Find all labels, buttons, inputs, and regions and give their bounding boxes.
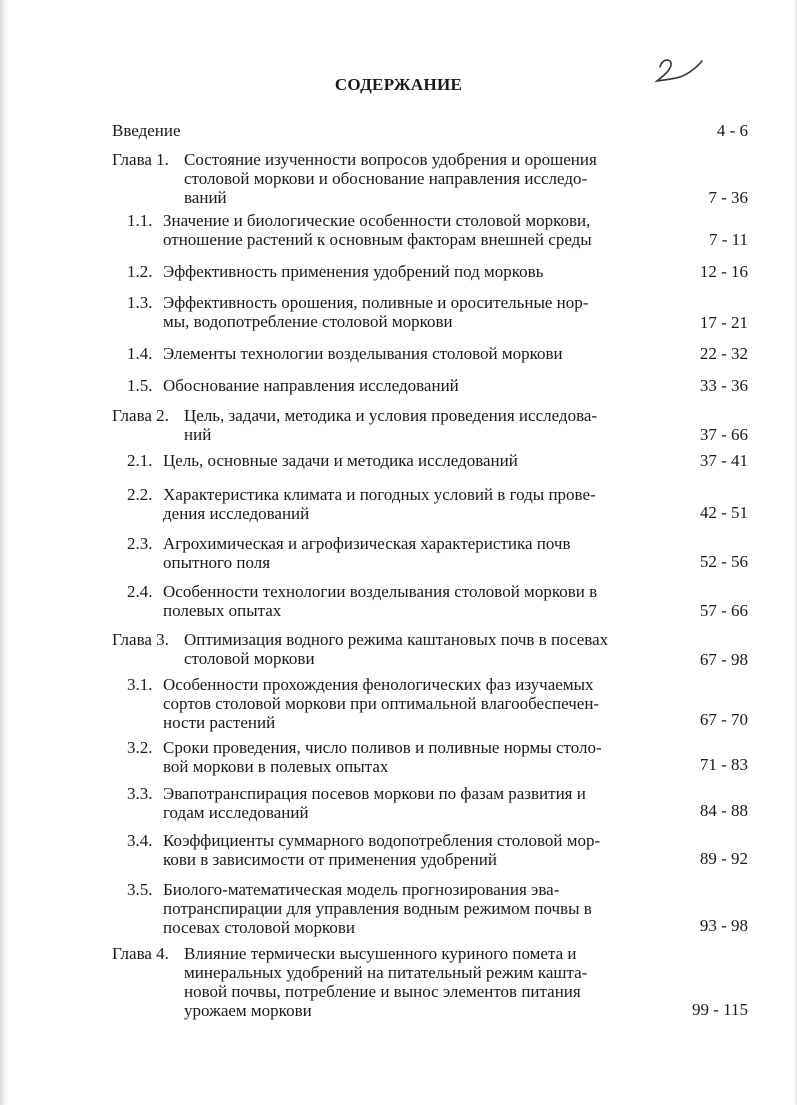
toc-entry-title-line: Эффективность применения удобрений под морковь xyxy=(163,262,544,281)
toc-entry-title-line: полевых опытах xyxy=(163,601,282,620)
toc-entry-title xyxy=(184,406,597,444)
toc-entry-pages: 12 - 16 xyxy=(699,262,748,281)
toc-entry-title-line: Коэффициенты суммарного водопотребления столовой мор- xyxy=(163,831,601,850)
toc-entry-number: Глава 2. xyxy=(112,406,169,425)
toc-entry-number: Глава 4. xyxy=(112,944,169,963)
toc-entry-title-line: Эффективность орошения, поливные и оросительные нор- xyxy=(163,293,589,312)
toc-entry-pages: 7 - 36 xyxy=(708,188,748,207)
toc-entry-title xyxy=(163,880,592,937)
toc-entry-title-line: ний xyxy=(184,425,212,444)
toc-entry-title-line: Биолого-математическая модель прогнозирования эва- xyxy=(163,880,560,899)
toc-entry-pages: 52 - 56 xyxy=(699,552,748,571)
toc-entry-pages: 57 - 66 xyxy=(699,601,748,620)
toc-entry-title xyxy=(163,831,600,869)
toc-entry-number: 3.3. xyxy=(127,784,153,803)
toc-entry-title xyxy=(163,582,597,620)
toc-entry-title xyxy=(163,675,599,732)
toc-entry-title-line: Оптимизация водного режима каштановых почв в посевах xyxy=(184,630,609,649)
toc-entry-number: 1.2. xyxy=(127,262,153,281)
toc-entry-pages: 67 - 70 xyxy=(699,710,748,729)
toc-entry-pages: 7 - 11 xyxy=(708,230,748,249)
toc-entry-title xyxy=(184,944,587,1020)
toc-entry-title-line: отношение растений к основным факторам внешней среды xyxy=(163,230,592,249)
toc-entry-number: 3.2. xyxy=(127,738,153,757)
toc-entry-title-line: Цель, основные задачи и методика исследований xyxy=(163,451,518,470)
toc-entry-title xyxy=(184,150,597,207)
toc-entry-title xyxy=(163,344,563,363)
toc-entry-title-line: сортов столовой моркови при оптимальной влагообеспечен- xyxy=(163,694,600,713)
toc-entry-title xyxy=(163,293,588,331)
toc-entry-title-line: потранспирации для управления водным режимом почвы в xyxy=(163,899,592,918)
toc-entry-title-line: Характеристика климата и погодных условий в годы прове- xyxy=(163,485,596,504)
toc-entry-title-line: Обоснование направления исследований xyxy=(163,376,459,395)
toc-entry-number: 1.3. xyxy=(127,293,153,312)
toc-entry-title-line: урожаем моркови xyxy=(184,1001,312,1020)
toc-entry-pages: 17 - 21 xyxy=(699,313,748,332)
toc-entry-title-line: столовой моркови xyxy=(184,649,315,668)
toc-entry-title-line: вой моркови в полевых опытах xyxy=(163,757,389,776)
toc-entry-pages: 84 - 88 xyxy=(699,801,748,820)
toc-entry-title-line: новой почвы, потребление и вынос элементов питания xyxy=(184,982,581,1001)
toc-entry-title-line: минеральных удобрений на питательный режим кашта- xyxy=(184,963,588,982)
toc-entry-title-line: Особенности технологии возделывания столовой моркови в xyxy=(163,582,598,601)
toc-entry-title-line: опытного поля xyxy=(163,553,271,572)
toc-entry-title-line: кови в зависимости от применения удобрений xyxy=(163,850,498,869)
toc-entry-pages: 22 - 32 xyxy=(699,344,748,363)
toc-entry-pages: 71 - 83 xyxy=(699,755,748,774)
toc-entry-number: 3.5. xyxy=(127,880,153,899)
toc-entry-number: 3.1. xyxy=(127,675,153,694)
page-title: СОДЕРЖАНИЕ xyxy=(334,75,463,94)
toc-entry-pages: 93 - 98 xyxy=(699,916,748,935)
toc-entry-number: 2.1. xyxy=(127,451,153,470)
toc-entry-pages: 89 - 92 xyxy=(699,849,748,868)
toc-entry-title-line: ности растений xyxy=(163,713,276,732)
toc-entry-title xyxy=(163,738,602,776)
toc-entry-title-line: Эвапотранспирация посевов моркови по фазам развития и xyxy=(163,784,586,803)
toc-entry-number: 1.5. xyxy=(127,376,153,395)
toc-entry-title-line: Значение и биологические особенности столовой моркови, xyxy=(163,211,591,230)
toc-entry-title-line: Особенности прохождения фенологических фаз изучаемых xyxy=(163,675,594,694)
toc-entry-number: 2.2. xyxy=(127,485,153,504)
toc-entry-title-line: Цель, задачи, методика и условия проведения исследова- xyxy=(184,406,598,425)
toc-entry-title-line: Агрохимическая и агрофизическая характеристика почв xyxy=(163,534,571,553)
toc-entry-title xyxy=(163,376,459,395)
toc-entry-title xyxy=(112,121,181,140)
toc-entry-title xyxy=(184,630,608,668)
toc-entry-pages: 42 - 51 xyxy=(699,503,748,522)
toc-entry-title-line: годам исследований xyxy=(163,803,309,822)
toc-entry-number: 1.1. xyxy=(127,211,153,230)
toc-entry-title-line: Сроки проведения, число поливов и поливные нормы столо- xyxy=(163,738,602,757)
toc-entry-title xyxy=(163,534,571,572)
toc-entry-title-line: Введение xyxy=(112,121,181,140)
toc-entry-title xyxy=(163,784,586,822)
toc-entry-title-line: дения исследований xyxy=(163,504,310,523)
toc-entry-title-line: посевах столовой моркови xyxy=(163,918,355,937)
toc-entry-pages: 67 - 98 xyxy=(699,650,748,669)
toc-entry-pages: 99 - 115 xyxy=(691,1000,748,1019)
toc-entry-pages: 33 - 36 xyxy=(699,376,748,395)
toc-entry-title-line: Влияние термически высушенного куриного помета и xyxy=(184,944,577,963)
toc-entry-title-line: столовой моркови и обоснование направления исследо- xyxy=(184,169,588,188)
toc-entry-pages: 4 - 6 xyxy=(716,121,748,140)
toc-entry-title xyxy=(163,451,518,470)
toc-entry-title-line: Элементы технологии возделывания столовой моркови xyxy=(163,344,563,363)
toc-entry-title-line: ваний xyxy=(184,188,227,207)
toc-entry-title xyxy=(163,262,543,281)
scan-edge-left xyxy=(0,0,8,1105)
toc-entry-title-line: Состояние изученности вопросов удобрения и орошения xyxy=(184,150,597,169)
toc-entry-title xyxy=(163,485,596,523)
toc-entry-title-line: мы, водопотребление столовой моркови xyxy=(163,312,453,331)
toc-entry-number: 2.4. xyxy=(127,582,153,601)
toc-entry-title xyxy=(163,211,592,249)
toc-entry-number: Глава 3. xyxy=(112,630,169,649)
toc-entry-number: 3.4. xyxy=(127,831,153,850)
toc-entry-pages: 37 - 41 xyxy=(699,451,748,470)
toc-entry-number: 1.4. xyxy=(127,344,153,363)
toc-entry-number: Глава 1. xyxy=(112,150,169,169)
toc-entry-number: 2.3. xyxy=(127,534,153,553)
toc-entry-pages: 37 - 66 xyxy=(699,425,748,444)
